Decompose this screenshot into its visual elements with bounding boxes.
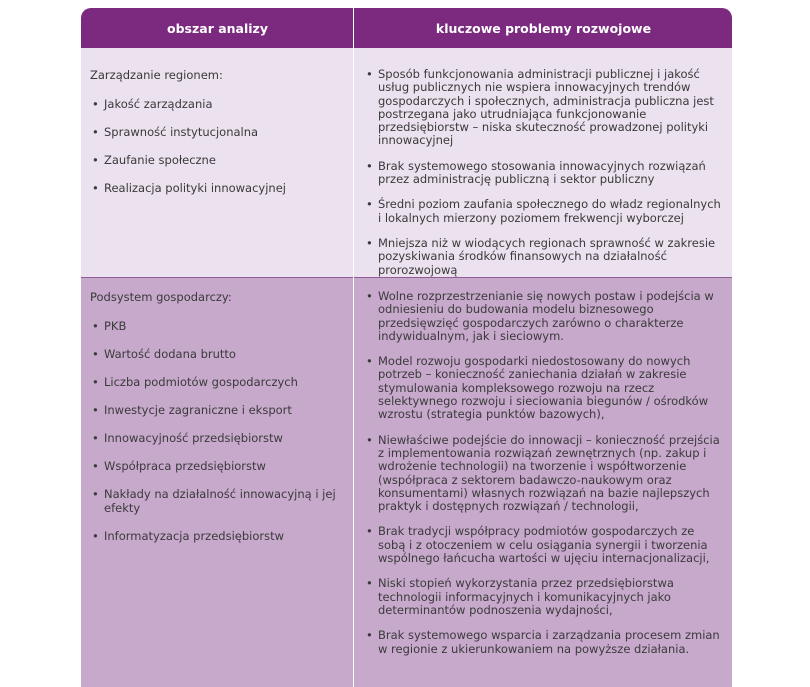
list-item: • Brak tradycji współpracy podmiotów gospodarczych ze sobą i z otoczeniem w celu osiągania synergii i tworzenia wspólnego łańcucha wartości w ujęciu internacjonalizacji, [364, 525, 724, 565]
list-item: • Brak systemowego stosowania innowacyjnych rozwiązań przez administrację publiczną i sektor publiczny [364, 160, 724, 187]
list-item: • Niewłaściwe podejście do innowacji – konieczność przejścia z implementowania rozwiązań zewnętrznych (np. zakup i wdrożenie technologii) na tworzenie i współtworzenie (współpraca z sektorem badawczo-naukowym oraz konsumentami) własnych rozwiązań na bazie najlepszych praktyk i dostępnych rozwiązań / technologii, [364, 434, 724, 514]
problems-list [364, 68, 724, 277]
list-item: • Jakość zarządzania [90, 97, 345, 111]
list-item: • Informatyzacja przedsiębiorstw [90, 529, 345, 543]
list-item: • Realizacja polityki innowacyjnej [90, 181, 345, 195]
list-item: • Wartość dodana brutto [90, 347, 345, 361]
list-item: • Niski stopień wykorzystania przez przedsiębiorstwa technologii informacyjnych i komunikacyjnych jako determinantów podnoszenia wydajności, [364, 577, 724, 617]
list-item: • Model rozwoju gospodarki niedostosowany do nowych potrzeb – konieczność zaniechania działań w zakresie stymulowania kompleksowego rozwoju na rzecz selektywnego rozwoju i sieciowania biegunów / ośrodków wzrostu (strategia punktów bazowych), [364, 355, 724, 421]
area-title: Zarządzanie regionem: [90, 68, 223, 82]
area-list [90, 319, 345, 543]
area-cell-management [90, 68, 345, 209]
table-header [81, 8, 732, 48]
list-item: • Zaufanie społeczne [90, 153, 345, 167]
list-item: • Sprawność instytucjonalna [90, 125, 345, 139]
header-area: obszar analizy [167, 21, 268, 36]
list-item: • Inwestycje zagraniczne i eksport [90, 403, 345, 417]
list-item: • Liczba podmiotów gospodarczych [90, 375, 345, 389]
problems-list [364, 290, 724, 656]
list-item: • Wolne rozprzestrzenianie się nowych postaw i podejścia w odniesieniu do budowania modelu biznesowego przedsięwzięć gospodarczych zarówno o charakterze indywidualnym, jak i sieciowym. [364, 290, 724, 343]
problems-cell-management [364, 68, 724, 289]
list-item: • PKB [90, 319, 345, 333]
area-list [90, 97, 345, 195]
area-cell-economy [90, 290, 345, 557]
list-item: • Brak systemowego wsparcia i zarządzania procesem zmian w regionie z ukierunkowaniem na powyższe działania. [364, 629, 724, 656]
list-item: • Innowacyjność przedsiębiorstw [90, 431, 345, 445]
list-item: • Współpraca przedsiębiorstw [90, 459, 345, 473]
list-item: • Nakłady na działalność innowacyjną i jej efekty [90, 487, 345, 515]
header-problems: kluczowe problemy rozwojowe [435, 21, 652, 36]
analysis-table [81, 8, 732, 687]
column-divider [353, 8, 354, 687]
area-title: Podsystem gospodarczy: [90, 290, 232, 304]
list-item: • Średni poziom zaufania społecznego do władz regionalnych i lokalnych mierzony poziomem frekwencji wyborczej [364, 198, 724, 225]
list-item: • Mniejsza niż w wiodących regionach sprawność w zakresie pozyskiwania środków finansowych na działalność prorozwojową [364, 237, 724, 277]
list-item: • Sposób funkcjonowania administracji publicznej i jakość usług publicznych nie wspiera innowacyjnych trendów gospodarczych i społecznych, administracja publiczna jest postrzegana jako utrudniająca funkcjonowanie przedsiębiorstw – niska skuteczność prowadzonej polityki innowacyjnej [364, 68, 724, 148]
problems-cell-economy [364, 290, 724, 668]
